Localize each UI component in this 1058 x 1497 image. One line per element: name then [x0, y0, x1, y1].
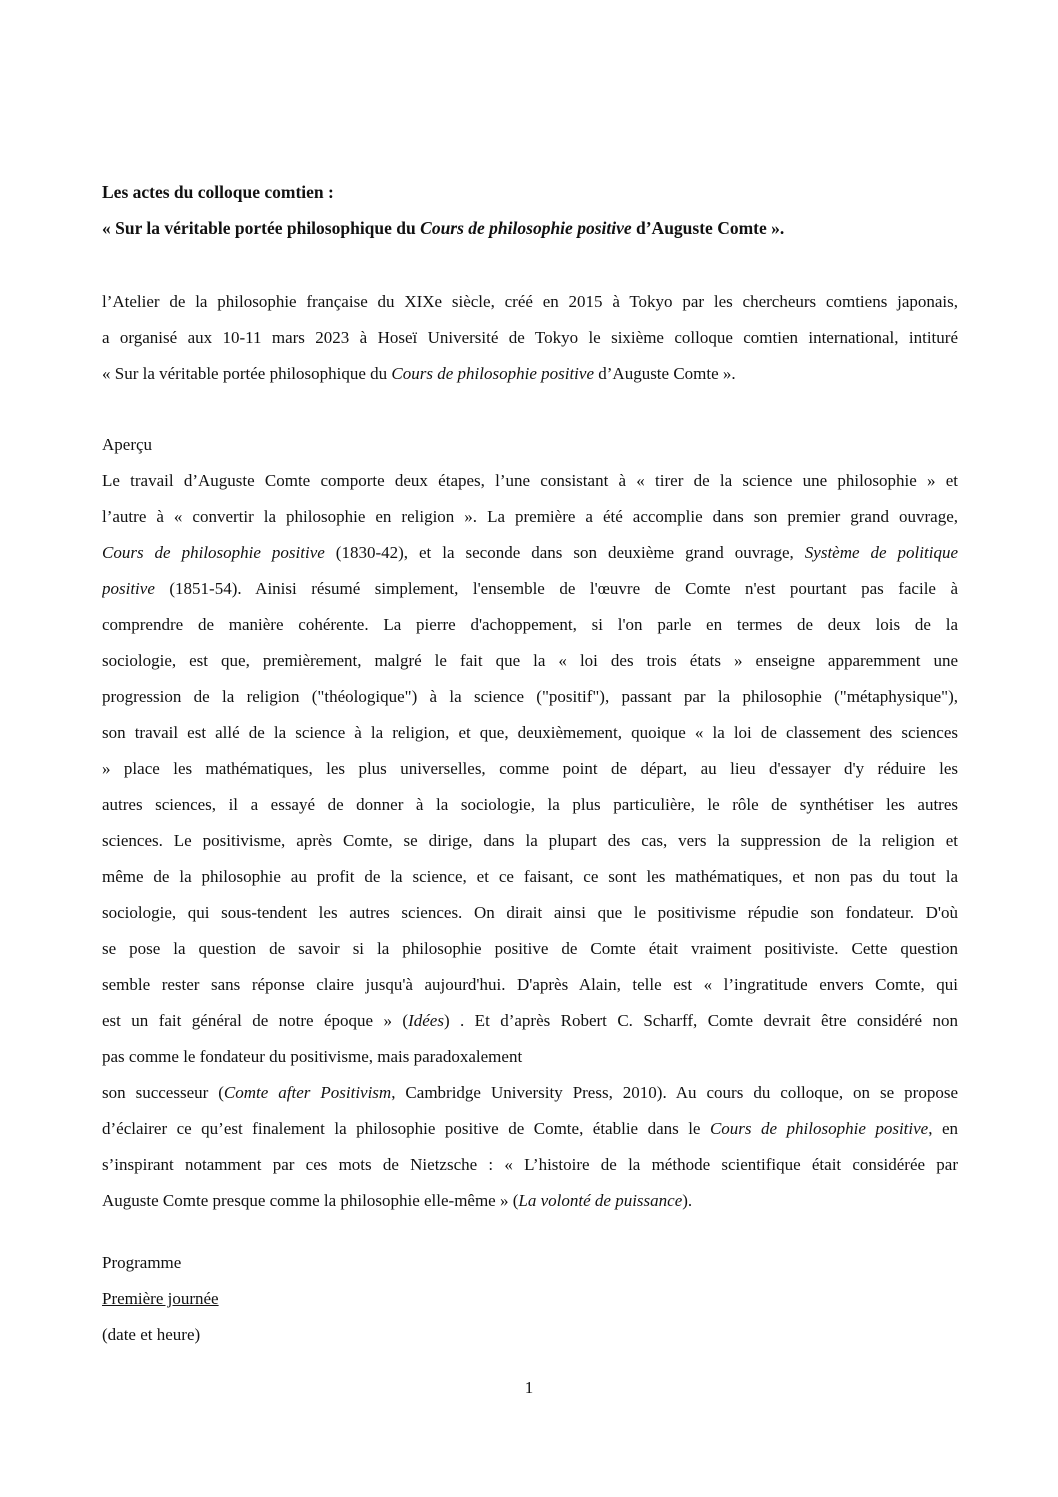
apercu-paragraph — [102, 463, 958, 1219]
apercu-line: comprendre de manière cohérente. La pierre d'achoppement, si l'on parle en termes de deux lois de la — [102, 615, 958, 634]
apercu-line: sciences. Le positivisme, après Comte, se dirige, dans la plupart des cas, vers la suppression de la religion et — [102, 831, 958, 850]
intro-line: « Sur la véritable portée philosophique du Cours de philosophie positive d’Auguste Comte ». — [102, 364, 736, 383]
intro-line: l’Atelier de la philosophie française du XIXe siècle, créé en 2015 à Tokyo par les chercheurs comtiens japonais, — [102, 292, 958, 311]
apercu-line: son travail est allé de la science à la religion, et que, deuxièmement, quoique « la loi de classement des sciences — [102, 723, 958, 742]
apercu-line: progression de la religion ("théologique") à la science ("positif"), passant par la philosophie ("métaphysique"), — [102, 687, 958, 706]
programme-day-label: Première journée — [102, 1289, 219, 1308]
apercu-line: même de la philosophie au profit de la science, et ce faisant, ce sont les mathématiques, et non pas du tout la — [102, 867, 958, 886]
apercu-line: Le travail d’Auguste Comte comporte deux étapes, l’une consistant à « tirer de la science une philosophie » et — [102, 471, 958, 490]
italic-title: Système de politique — [804, 543, 958, 562]
text-segment: d’éclairer ce qu’est finalement la philosophie positive de Comte, établie dans le — [102, 1119, 710, 1138]
apercu-line: s’inspirant notamment par ces mots de Nietzsche : « L’histoire de la méthode scientifique était considérée par — [102, 1155, 958, 1174]
apercu-line: » place les mathématiques, les plus universelles, comme point de départ, au lieu d'essayer d'y réduire les — [102, 759, 958, 778]
heading-title-italic: Cours de philosophie positive — [420, 218, 632, 238]
italic-title: Cours de philosophie positive — [102, 543, 325, 562]
apercu-line — [102, 535, 958, 571]
apercu-line: pas comme le fondateur du positivisme, mais paradoxalement — [102, 1047, 523, 1066]
text-segment: , Cambridge University Press, 2010). Au cours du colloque, on se propose — [391, 1083, 958, 1102]
heading-line-2: « Sur la véritable portée philosophique du Cours de philosophie positive d’Auguste Comte ». — [102, 218, 785, 238]
italic-title: Cours de philosophie positive — [709, 1119, 929, 1138]
apercu-line — [102, 1003, 958, 1039]
intro-paragraph — [102, 284, 958, 392]
apercu-title: Aperçu — [102, 435, 153, 454]
italic-title: Comte after Positivism — [223, 1083, 392, 1102]
text-segment: est un fait général de notre époque » ( — [102, 1011, 409, 1030]
apercu-line: semble rester sans réponse claire jusqu'à aujourd'hui. D'après Alain, telle est « l’ingratitude envers Comte, qui — [102, 975, 958, 994]
page-number: 1 — [524, 1378, 534, 1397]
text-segment: son successeur ( — [102, 1083, 224, 1102]
document-heading — [102, 174, 958, 246]
intro-line: a organisé aux 10-11 mars 2023 à Hoseï Université de Tokyo le sixième colloque comtien international, intituré — [102, 328, 958, 347]
italic-title: positive — [102, 579, 155, 598]
apercu-line — [102, 1111, 958, 1147]
text-segment: ). — [682, 1191, 693, 1210]
apercu-line: se pose la question de savoir si la philosophie positive de Comte était vraiment positiviste. Cette question — [102, 939, 958, 958]
apercu-line: l’autre à « convertir la philosophie en religion ». La première a été accomplie dans son premier grand ouvrage, — [102, 507, 958, 526]
text-segment: Auguste Comte presque comme la philosophie elle-même » ( — [102, 1191, 519, 1210]
apercu-line — [102, 571, 958, 607]
text-segment: ) . Et d’après Robert C. Scharff, Comte devrait être considéré non — [443, 1011, 958, 1030]
text-segment: , en — [928, 1119, 958, 1138]
apercu-line — [102, 1183, 958, 1219]
apercu-line — [102, 1075, 958, 1111]
apercu-line: autres sciences, il a essayé de donner à la sociologie, la plus particulière, le rôle de synthétiser les autres — [102, 795, 958, 814]
text-segment: (1851-54). Ainisi résumé simplement, l'ensemble de l'œuvre de Comte n'est pourtant pas facile à — [154, 579, 958, 598]
text-segment: (1830-42), et la seconde dans son deuxième grand ouvrage, — [324, 543, 805, 562]
italic-title: La volonté de puissance — [518, 1191, 683, 1210]
apercu-section — [102, 427, 958, 1219]
programme-title: Programme — [102, 1253, 182, 1272]
programme-section — [102, 1245, 958, 1353]
italic-title: Idées — [408, 1011, 444, 1030]
heading-line-1: Les actes du colloque comtien : — [102, 182, 334, 202]
apercu-line: sociologie, est que, premièrement, malgré le fait que la « loi des trois états » enseigne apparemment une — [102, 651, 958, 670]
programme-date-placeholder: (date et heure) — [102, 1325, 201, 1344]
apercu-line: sociologie, qui sous-tendent les autres sciences. On dirait ainsi que le positivisme répudie son fondateur. D'où — [102, 903, 958, 922]
